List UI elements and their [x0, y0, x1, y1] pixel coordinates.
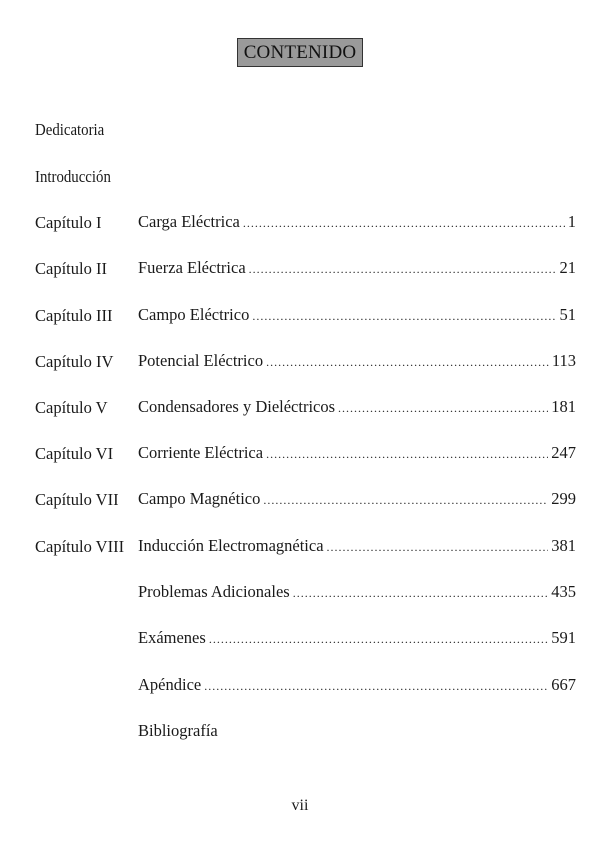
toc-entry-bibliografia: Bibliografía — [138, 721, 218, 740]
toc-leader-dots — [263, 493, 548, 508]
toc-entry-page: 181 — [551, 397, 576, 416]
toc-leader-dots — [252, 309, 556, 324]
toc-entry-title: Potencial Eléctrico — [138, 351, 264, 370]
toc-entry-page: 381 — [551, 536, 576, 555]
chapter-label-8: Capítulo VIII — [35, 537, 125, 556]
toc-entry-title: Problemas Adicionales — [138, 582, 290, 601]
toc-leader-dots — [266, 447, 548, 462]
toc-leader-dots — [249, 262, 557, 277]
chapter-label-1: Capítulo I — [35, 213, 102, 232]
toc-entry-title: Fuerza Eléctrica — [138, 258, 246, 277]
toc-entry-title: Corriente Eléctrica — [138, 443, 264, 462]
toc-entry-problemas-adicionales — [138, 582, 576, 604]
toc-entry-page: 591 — [551, 628, 576, 647]
chapter-label-3: Capítulo III — [35, 306, 113, 325]
toc-leader-dots — [293, 586, 549, 601]
toc-entry-chapter-1 — [138, 212, 576, 234]
toc-entry-chapter-6 — [138, 443, 576, 465]
page-number: vii — [291, 797, 309, 814]
page-title: CONTENIDO — [237, 38, 364, 67]
toc-entry-title: Campo Eléctrico — [138, 305, 250, 324]
title-wrapper — [0, 38, 600, 67]
toc-entry-page: 1 — [567, 212, 576, 231]
toc-leader-dots — [266, 355, 549, 370]
toc-entry-page: 299 — [551, 489, 576, 508]
toc-entry-page: 21 — [559, 258, 576, 277]
toc-entry-title: Carga Eléctrica — [138, 212, 240, 231]
toc-entry-chapter-5 — [138, 397, 576, 419]
toc-entry-page: 435 — [551, 582, 576, 601]
toc-leader-dots — [327, 540, 549, 555]
toc-leader-dots — [204, 679, 548, 694]
toc-entry-apendice — [138, 675, 576, 697]
toc-entry-page: 113 — [551, 351, 576, 370]
toc-entry-page: 51 — [559, 305, 576, 324]
chapter-label-7: Capítulo VII — [35, 490, 119, 509]
toc-dedicatoria: Dedicatoria — [35, 120, 105, 139]
toc-entry-page: 667 — [551, 675, 576, 694]
toc-entry-title: Apéndice — [138, 675, 202, 694]
chapter-label-4: Capítulo IV — [35, 352, 114, 371]
chapter-label-6: Capítulo VI — [35, 444, 114, 463]
toc-entry-title: Condensadores y Dieléctricos — [138, 397, 336, 416]
chapter-label-5: Capítulo V — [35, 398, 108, 417]
toc-entry-chapter-2 — [138, 258, 576, 280]
toc-leader-dots — [243, 216, 565, 231]
toc-entry-chapter-4 — [138, 351, 576, 373]
toc-entry-chapter-7 — [138, 489, 576, 511]
toc-entry-title: Campo Magnético — [138, 489, 261, 508]
toc-entry-examenes — [138, 628, 576, 650]
toc-introduccion: Introducción — [35, 167, 111, 186]
toc-entry-page: 247 — [551, 443, 576, 462]
toc-leader-dots — [338, 401, 548, 416]
chapter-label-2: Capítulo II — [35, 259, 107, 278]
toc-leader-dots — [209, 632, 548, 647]
toc-entry-title: Exámenes — [138, 628, 206, 647]
toc-entry-title: Inducción Electromagnética — [138, 536, 324, 555]
toc-entry-chapter-8 — [138, 536, 576, 558]
toc-entry-chapter-3 — [138, 305, 576, 327]
